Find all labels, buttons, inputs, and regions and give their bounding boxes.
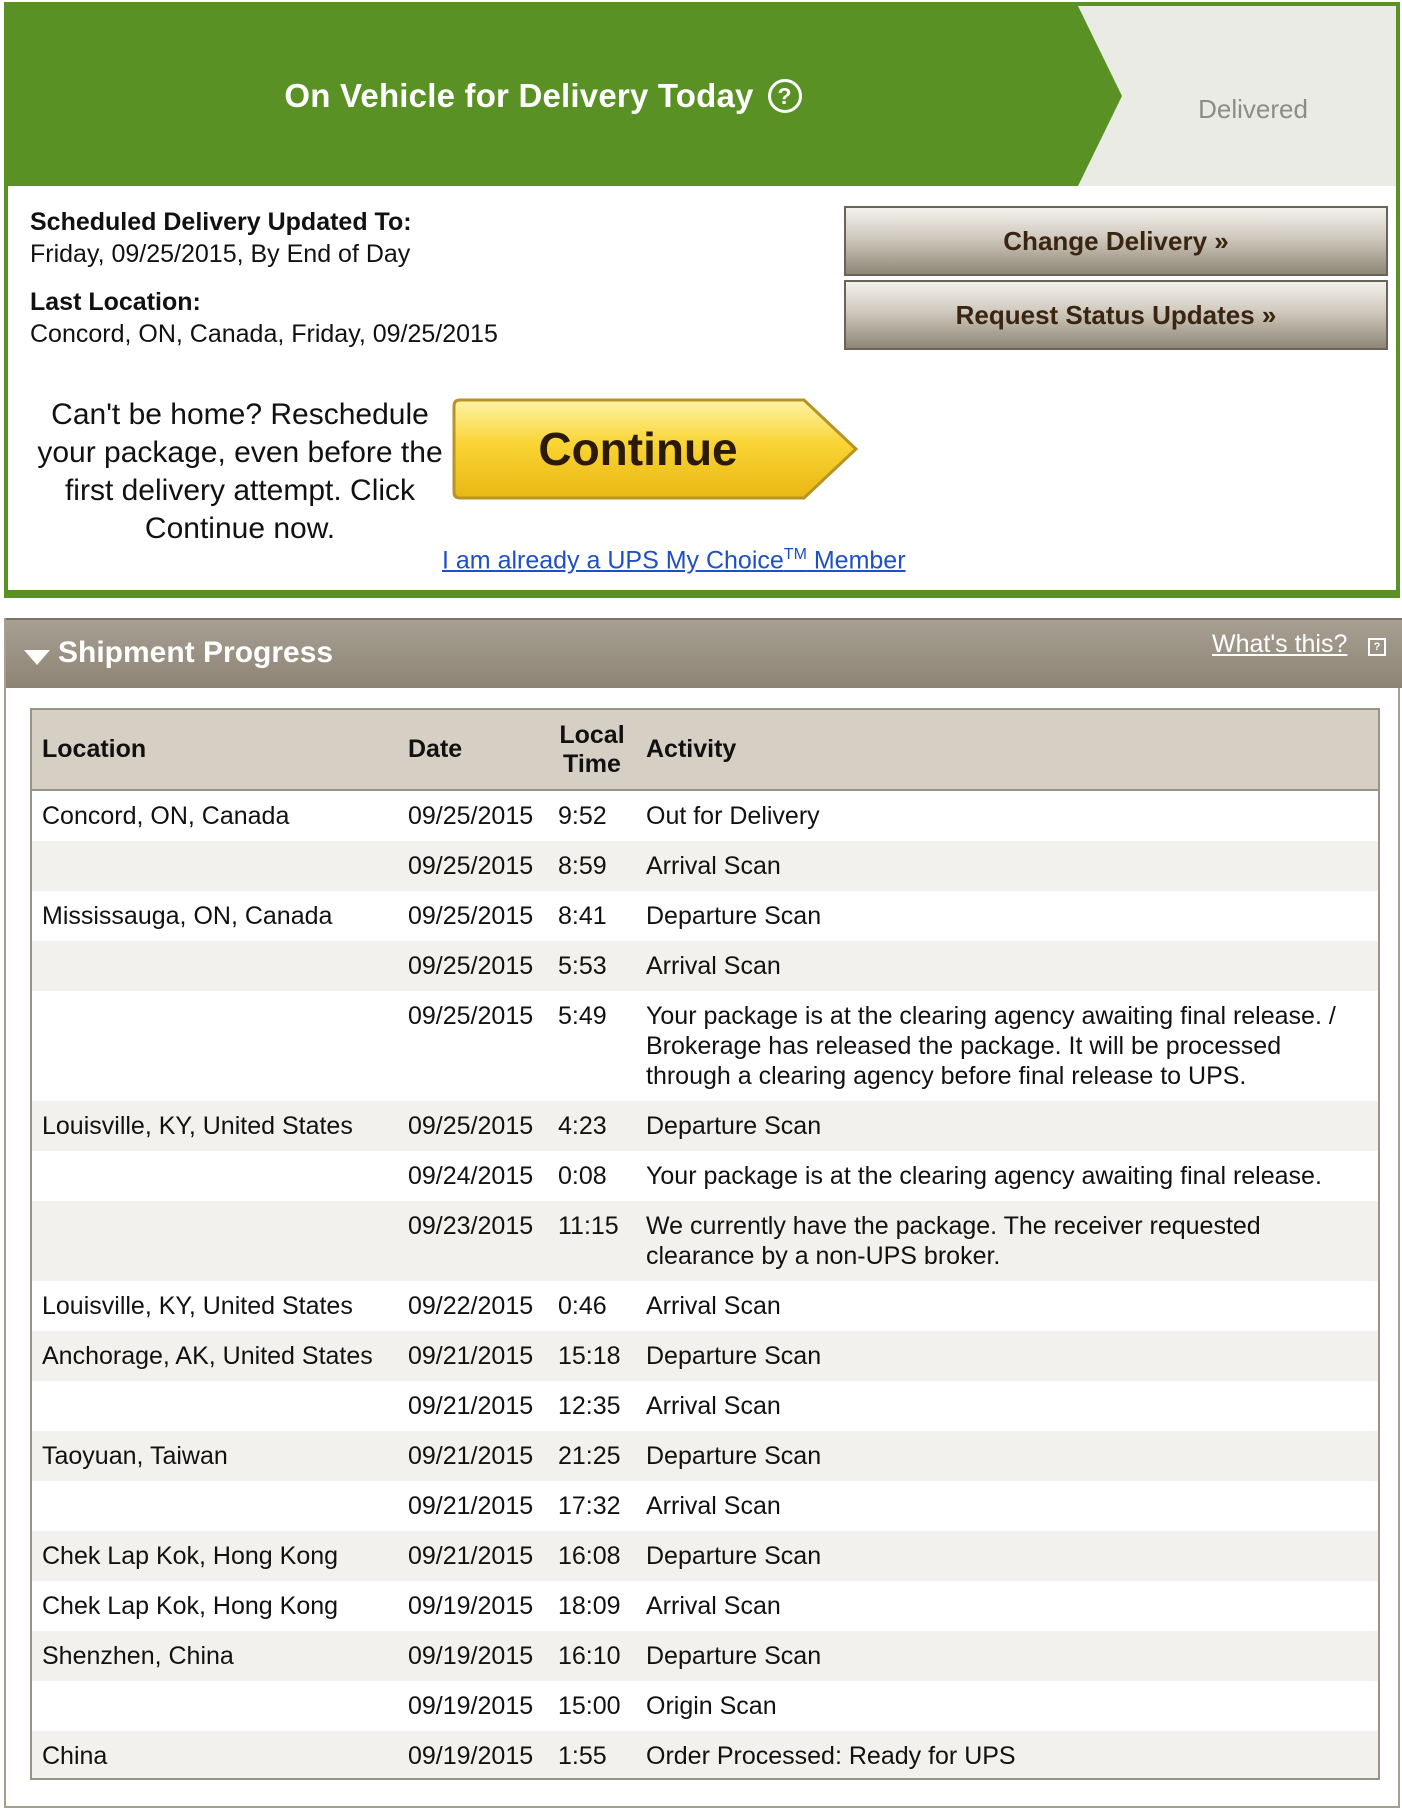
cell-location: Shenzhen, China — [32, 1631, 398, 1681]
cell-activity: Order Processed: Ready for UPS — [636, 1731, 1378, 1780]
cell-time: 18:09 — [558, 1592, 621, 1620]
column-header-time-line2: Time — [563, 749, 621, 778]
continue-label: Continue — [538, 423, 738, 475]
reschedule-prompt: Can't be home? Reschedule your package, even before the first delivery attempt. Click Continue now. — [37, 398, 443, 545]
cell-activity: Departure Scan — [636, 1631, 1378, 1681]
shipment-progress-table — [32, 710, 1378, 1780]
my-choice-member-link[interactable] — [442, 546, 906, 575]
table-row — [32, 1381, 1378, 1431]
cell-date: 09/21/2015 — [398, 1531, 548, 1581]
cell-date: 09/21/2015 — [398, 1431, 548, 1481]
cell-date: 09/19/2015 — [408, 1692, 534, 1720]
table-row — [32, 1631, 1378, 1681]
help-icon[interactable]: ? — [768, 79, 802, 113]
cell-location — [32, 991, 398, 1101]
cell-time: 0:46 — [558, 1292, 607, 1320]
cell-date: 09/25/2015 — [398, 1101, 548, 1151]
table-row — [32, 790, 1378, 841]
scheduled-delivery — [30, 206, 412, 270]
cell-location: Anchorage, AK, United States — [32, 1331, 398, 1381]
cell-time: 15:18 — [548, 1331, 636, 1381]
scheduled-delivery-label: Scheduled Delivery Updated To: — [30, 208, 412, 236]
cell-date: 09/24/2015 — [408, 1162, 534, 1190]
cell-activity: Departure Scan — [636, 1531, 1378, 1581]
table-row — [32, 941, 1378, 991]
cell-location — [32, 1481, 398, 1531]
cell-location: Chek Lap Kok, Hong Kong — [42, 1592, 339, 1620]
table-row — [32, 1151, 1378, 1201]
cell-date: 09/25/2015 — [398, 841, 548, 891]
table-row — [32, 1531, 1378, 1581]
cell-location: Louisville, KY, United States — [42, 1292, 353, 1320]
cell-time: 9:52 — [558, 802, 607, 830]
cell-time: 16:10 — [548, 1631, 636, 1681]
cell-activity: Arrival Scan — [646, 1392, 781, 1420]
cell-location: Mississauga, ON, Canada — [42, 902, 333, 930]
collapse-triangle-icon[interactable] — [24, 650, 50, 665]
cell-location: Taoyuan, Taiwan — [32, 1431, 398, 1481]
member-link-suffix: Member — [806, 546, 906, 575]
cell-time: 11:15 — [548, 1201, 636, 1281]
cell-location: Chek Lap Kok, Hong Kong — [32, 1531, 398, 1581]
cell-activity: Arrival Scan — [646, 1292, 781, 1320]
cell-activity: Your package is at the clearing agency awaiting final release. — [646, 1162, 1322, 1190]
table-row — [32, 991, 1378, 1101]
table-row — [32, 1281, 1378, 1331]
cell-activity: Your package is at the clearing agency awaiting final release. / Brokerage has released the package. It will be processed through a clearing agency before final release to UPS. — [646, 1002, 1336, 1090]
cell-activity: Arrival Scan — [646, 1492, 781, 1520]
status-current-step — [8, 6, 1078, 186]
cell-time: 0:08 — [558, 1162, 607, 1190]
delivery-status-card — [4, 2, 1400, 598]
cell-activity: Departure Scan — [636, 1431, 1378, 1481]
cell-location — [32, 1151, 398, 1201]
status-next-step: Delivered — [1198, 94, 1308, 124]
cell-activity: Arrival Scan — [636, 841, 1378, 891]
cell-activity: Arrival Scan — [636, 941, 1378, 991]
cell-time: 8:59 — [548, 841, 636, 891]
cell-location — [32, 1201, 398, 1281]
cell-time: 21:25 — [548, 1431, 636, 1481]
member-link-text: I am already a UPS My Choice — [442, 546, 784, 575]
table-row — [32, 1581, 1378, 1631]
cell-date: 09/19/2015 — [398, 1731, 548, 1780]
cell-date: 09/21/2015 — [408, 1492, 534, 1520]
scheduled-delivery-value: Friday, 09/25/2015, By End of Day — [30, 240, 411, 268]
cell-activity: Departure Scan — [636, 1101, 1378, 1151]
shipment-progress-header[interactable] — [6, 618, 1402, 688]
whats-this-link[interactable]: What's this? — [1212, 630, 1348, 658]
table-row — [32, 1101, 1378, 1151]
table-row — [32, 1481, 1378, 1531]
table-row — [32, 1201, 1378, 1281]
cell-location — [32, 1381, 398, 1431]
table-row — [32, 891, 1378, 941]
request-status-updates-button[interactable]: Request Status Updates » — [844, 280, 1388, 350]
table-row — [32, 1681, 1378, 1731]
shipment-progress-title[interactable]: Shipment Progress — [58, 636, 334, 669]
table-header-row — [32, 710, 1378, 790]
cell-activity: Out for Delivery — [646, 802, 820, 830]
shipment-progress-table-wrap — [30, 708, 1380, 1780]
column-header-local-time — [548, 710, 636, 790]
cell-time: 1:55 — [548, 1731, 636, 1780]
cell-location — [32, 941, 398, 991]
cell-date: 09/19/2015 — [408, 1592, 534, 1620]
cell-date: 09/25/2015 — [398, 941, 548, 991]
cell-time: 4:23 — [548, 1101, 636, 1151]
cell-activity: Origin Scan — [646, 1692, 777, 1720]
cell-location: Louisville, KY, United States — [32, 1101, 398, 1151]
table-row — [32, 1731, 1378, 1780]
cell-time: 16:08 — [548, 1531, 636, 1581]
cell-activity: Arrival Scan — [646, 1592, 781, 1620]
change-delivery-button[interactable]: Change Delivery » — [844, 206, 1388, 276]
cell-activity: We currently have the package. The receiver requested clearance by a non-UPS broker. — [636, 1201, 1378, 1281]
column-header-activity: Activity — [636, 710, 1378, 790]
shipment-progress-rows — [32, 790, 1378, 1780]
column-header-date: Date — [398, 710, 548, 790]
status-progress-bar — [8, 6, 1396, 186]
status-title: On Vehicle for Delivery Today — [284, 77, 754, 114]
column-header-location: Location — [32, 710, 398, 790]
last-location-label: Last Location: — [30, 288, 201, 316]
table-row — [32, 1431, 1378, 1481]
cell-date: 09/25/2015 — [408, 802, 534, 830]
cell-date: 09/25/2015 — [408, 902, 534, 930]
cell-date: 09/23/2015 — [398, 1201, 548, 1281]
cell-time: 5:53 — [548, 941, 636, 991]
cell-date: 09/19/2015 — [398, 1631, 548, 1681]
cell-date: 09/21/2015 — [408, 1392, 534, 1420]
cell-location: Concord, ON, Canada — [42, 802, 290, 830]
cell-time: 15:00 — [558, 1692, 621, 1720]
shipment-progress-panel — [4, 618, 1400, 1808]
cell-date: 09/25/2015 — [408, 1002, 534, 1030]
trademark-mark: TM — [783, 546, 807, 563]
cell-activity: Departure Scan — [646, 902, 822, 930]
last-location-value: Concord, ON, Canada, Friday, 09/25/2015 — [30, 320, 498, 348]
last-location — [30, 286, 498, 350]
cell-time: 17:32 — [558, 1492, 621, 1520]
cell-time: 12:35 — [558, 1392, 621, 1420]
cell-location — [32, 1681, 398, 1731]
cell-location: China — [32, 1731, 398, 1780]
table-row — [32, 841, 1378, 891]
cell-time: 8:41 — [558, 902, 607, 930]
cell-time: 5:49 — [558, 1002, 607, 1030]
continue-button[interactable] — [452, 398, 862, 500]
cell-location — [32, 841, 398, 891]
table-row — [32, 1331, 1378, 1381]
cell-date: 09/21/2015 — [398, 1331, 548, 1381]
help-square-icon[interactable]: ? — [1368, 638, 1386, 656]
column-header-time-line1: Local — [559, 720, 625, 749]
cell-date: 09/22/2015 — [408, 1292, 534, 1320]
cell-activity: Departure Scan — [636, 1331, 1378, 1381]
